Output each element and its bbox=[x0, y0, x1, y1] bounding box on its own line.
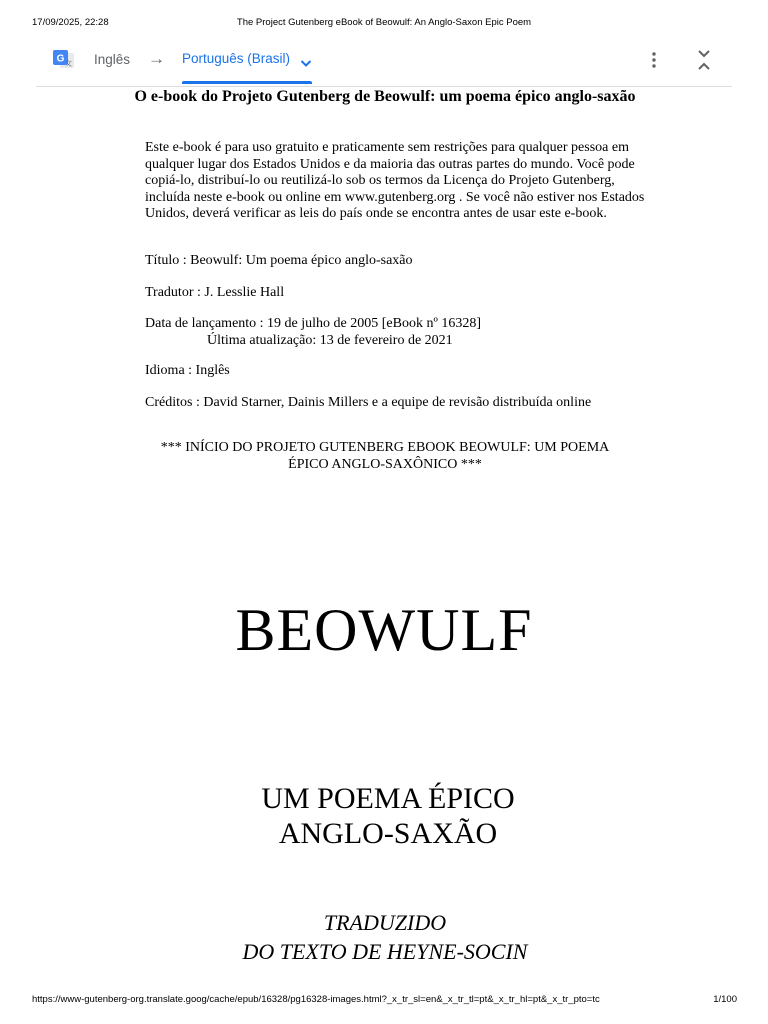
source-language-button[interactable]: Inglês bbox=[94, 52, 131, 67]
translation-note-line: TRADUZIDO bbox=[323, 910, 447, 935]
print-footer bbox=[0, 994, 768, 1008]
metadata-last-update: Última atualização: 13 de fevereiro de 2021 bbox=[207, 332, 453, 348]
intro-paragraph: Este e-book é para uso gratuito e praticamente sem restrições para qualquer pessoa em qualquer lugar dos Estados Unidos e da maioria das outras partes do mundo. Você pode copiá-lo, distribuí-lo ou reutilizá-lo sob os termos da Licença do Projeto Gutenberg, incluída neste e-book ou online em www.gutenberg.org . Se você não estiver nos Estados Unidos, deverá verificar as leis do país onde se encontra antes de usar este e-book. bbox=[145, 140, 645, 221]
more-vert-icon[interactable] bbox=[648, 50, 660, 70]
subtitle-line: ANGLO-SAXÃO bbox=[278, 817, 498, 850]
metadata-release-date: Data de lançamento : 19 de julho de 2005 [eBook nº 16328] bbox=[145, 316, 481, 331]
print-url: https://www-gutenberg-org.translate.goog/cache/epub/16328/pg16328-images.html?_x_tr_sl=en&_x_tr_tl=pt&_x_tr_hl=pt&_x_tr_pto=tc bbox=[32, 994, 600, 1005]
start-of-ebook-marker bbox=[120, 440, 650, 473]
translation-note-line: DO TEXTO DE HEYNE-SOCIN bbox=[242, 939, 528, 964]
chevron-down-icon bbox=[300, 55, 312, 64]
active-tab-indicator bbox=[182, 81, 312, 84]
metadata-title: Título : Beowulf: Um poema épico anglo-saxão bbox=[145, 253, 413, 268]
start-marker-line: *** INÍCIO DO PROJETO GUTENBERG EBOOK BEOWULF: UM POEMA bbox=[160, 440, 610, 455]
svg-text:G: G bbox=[56, 53, 65, 65]
print-timestamp: 17/09/2025, 22:28 bbox=[32, 17, 109, 28]
target-language-button[interactable] bbox=[182, 42, 312, 82]
google-translate-icon bbox=[52, 49, 76, 71]
target-language-label: Português (Brasil) bbox=[182, 51, 291, 66]
main-title: BEOWULF bbox=[235, 597, 533, 663]
google-translate-bar bbox=[36, 40, 732, 87]
arrow-right-icon: → bbox=[148, 49, 165, 68]
metadata-language: Idioma : Inglês bbox=[145, 363, 230, 378]
start-marker-line: ÉPICO ANGLO-SAXÔNICO *** bbox=[288, 456, 482, 472]
metadata-credits: Créditos : David Starner, Dainis Millers e a equipe de revisão distribuída online bbox=[145, 395, 592, 410]
collapse-icon[interactable] bbox=[696, 48, 712, 72]
print-header bbox=[0, 17, 768, 31]
page-number: 1/100 bbox=[713, 994, 737, 1005]
print-document-title: The Project Gutenberg eBook of Beowulf: An Anglo-Saxon Epic Poem bbox=[236, 17, 532, 28]
book-heading: O e-book do Projeto Gutenberg de Beowulf: um poema épico anglo-saxão bbox=[134, 88, 636, 105]
subtitle bbox=[0, 781, 768, 851]
subtitle-line: UM POEMA ÉPICO bbox=[261, 782, 515, 815]
metadata-translator: Tradutor : J. Lesslie Hall bbox=[145, 285, 285, 300]
metadata-dates bbox=[145, 316, 645, 349]
translation-note bbox=[0, 908, 768, 966]
svg-text:文: 文 bbox=[65, 60, 72, 68]
